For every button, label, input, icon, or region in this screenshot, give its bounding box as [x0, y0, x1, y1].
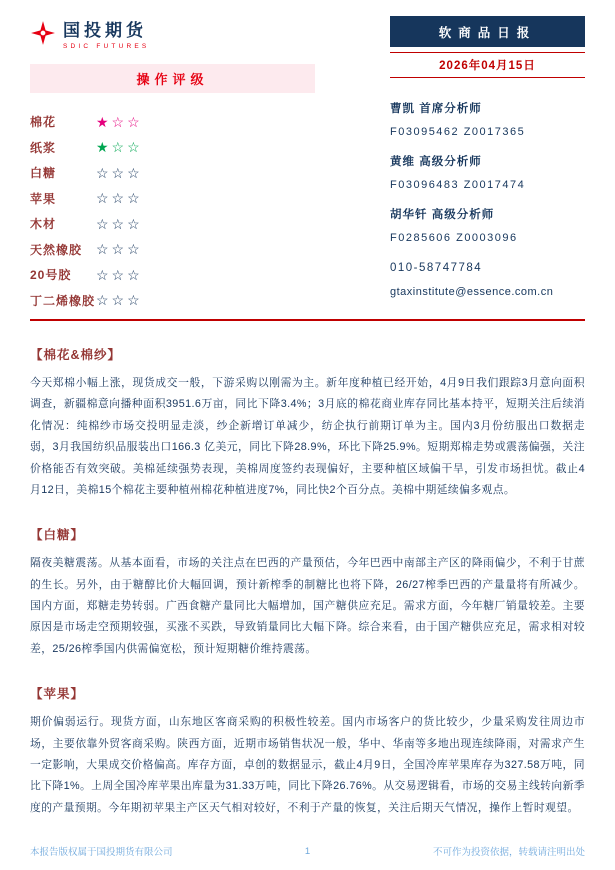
footer-copyright: 本报告版权属于国投期货有限公司	[30, 847, 173, 858]
page-footer	[30, 844, 585, 858]
commodity-name: 木材	[30, 217, 57, 232]
brand-name-en: SDIC FUTURES	[63, 43, 150, 50]
section-apple	[30, 684, 585, 819]
star-rating: ☆☆☆	[96, 266, 143, 283]
rating-row-no20-rubber	[30, 262, 350, 288]
analyst-name-title: 黄维 高级分析师	[390, 156, 482, 168]
rating-row-natural-rubber	[30, 237, 350, 263]
brand-logo	[30, 16, 350, 50]
header-divider	[30, 319, 585, 321]
rating-row-butadiene-rubber	[30, 288, 350, 314]
section-cotton	[30, 345, 585, 501]
star-rating: ☆☆☆	[96, 164, 143, 181]
contact-block	[390, 262, 585, 298]
rating-row-sugar	[30, 160, 350, 186]
star-rating: ☆☆☆	[96, 241, 143, 258]
analyst-entry	[390, 206, 585, 244]
commodity-name: 白糖	[30, 166, 57, 181]
analyst-codes: F03095462 Z0017365	[390, 126, 526, 138]
rating-row-wood	[30, 211, 350, 237]
commodity-name: 20号胶	[30, 268, 72, 283]
commodity-name: 丁二烯橡胶	[30, 293, 96, 308]
analyst-name-title: 胡华钎 高级分析师	[390, 209, 495, 221]
analyst-name-title: 曹凯 首席分析师	[390, 103, 482, 115]
star-rating: ☆☆☆	[96, 215, 143, 232]
rating-panel-title: 操作评级	[30, 64, 315, 93]
section-body: 今天郑棉小幅上涨，现货成交一般，下游采购以刚需为主。新年度种植已经开始，4月9日我们跟踪3月意向面积调查，新疆棉意向播种面积3951.6万亩，同比下降3.4%；3月底的棉花商业库存同比基本持平，短期关注后续消化情况：纯棉纱市场交投明显走淡，纱企新增订单减少，纺企执行前期订单为主。国内3月份纺服出口数据走弱，3月我国纺织品服装出口166.3 亿美元，同比下降28.9%，环比下降25.9%。短期郑棉走势或震荡偏强，关注价格能否有效突破。美棉延续强势表现，美棉周度签约表现偏好，主要种植区域偏干旱，引发市场担忧。截止4月12日，美棉15个棉花主要种植州棉花种植进度7%，同比快2个百分点。美棉中期延续偏多观点。	[30, 377, 585, 496]
rating-row-pulp	[30, 135, 350, 161]
analyst-entry	[390, 100, 585, 138]
commodity-name: 苹果	[30, 191, 57, 206]
contact-phone: 010-58747784	[390, 262, 483, 274]
section-title: 【棉花&棉纱】	[30, 348, 122, 362]
rating-row-apple	[30, 186, 350, 212]
section-title: 【白糖】	[30, 528, 85, 543]
contact-email[interactable]: gtaxinstitute@essence.com.cn	[390, 286, 554, 298]
logo-icon	[30, 20, 56, 46]
star-rating: ☆☆☆	[96, 292, 143, 309]
rating-list	[30, 109, 350, 313]
section-body: 期价偏弱运行。现货方面，山东地区客商采购的积极性较差。国内市场客户的货比较少，少量采购发往周边市场，主要依靠外贸客商采购。陕西方面，近期市场销售状况一般，华中、华南等多地出现连续降雨，对需求产生一定影响，大果成交价格偏高。库存方面，卓创的数据显示，截止4月9日，全国冷库苹果库存为327.58万吨，同比下降1%。上周全国冷库苹果出库量为31.33万吨，同比下降26.76%。从交易逻辑看，市场的交易主线转向新季度的产量预期。今年期初苹果主产区天气相对较好，不利于产量的恢复，关注后期天气情况，操作上暂时观望。	[30, 716, 585, 814]
analyst-list	[390, 100, 585, 244]
section-body: 隔夜美糖震荡。从基本面看，市场的关注点在巴西的产量预估，今年巴西中南部主产区的降雨偏少，不利于甘蔗的生长。另外，由于糖醇比价大幅回调，预计新榨季的制糖比也将下降，26/27榨季巴西的产量量将有所减少。国内方面，郑糖走势转弱。广西食糖产量同比大幅增加，国产糖供应充足。需求方面，今年糖厂销量较差。主要原因是市场走空预期较强，买涨不买跌，导致销量同比大幅下降。综合来看，由于国产糖供应充足，需求相对较差，25/26榨季国内供需偏宽松，预计短期糖价维持震荡。	[30, 557, 585, 655]
analyst-entry	[390, 153, 585, 191]
star-rating: ☆☆☆	[96, 190, 143, 207]
report-title-banner: 软商品日报	[390, 16, 585, 47]
brand-name-cn: 国投期货	[63, 21, 147, 40]
commodity-name: 棉花	[30, 115, 57, 130]
report-date: 2026年04月15日	[390, 52, 585, 78]
analyst-codes: F03096483 Z0017474	[390, 179, 526, 191]
star-rating: ★☆☆	[96, 113, 143, 130]
analyst-codes: F0285606 Z0003096	[390, 232, 518, 244]
star-rating: ★☆☆	[96, 139, 143, 156]
page-number: 1	[304, 845, 311, 857]
commodity-name: 纸浆	[30, 140, 57, 155]
rating-row-cotton	[30, 109, 350, 135]
footer-disclaimer: 不可作为投资依据，转载请注明出处	[432, 847, 585, 858]
commodity-name: 天然橡胶	[30, 242, 83, 257]
section-title: 【苹果】	[30, 687, 85, 702]
section-sugar	[30, 525, 585, 660]
